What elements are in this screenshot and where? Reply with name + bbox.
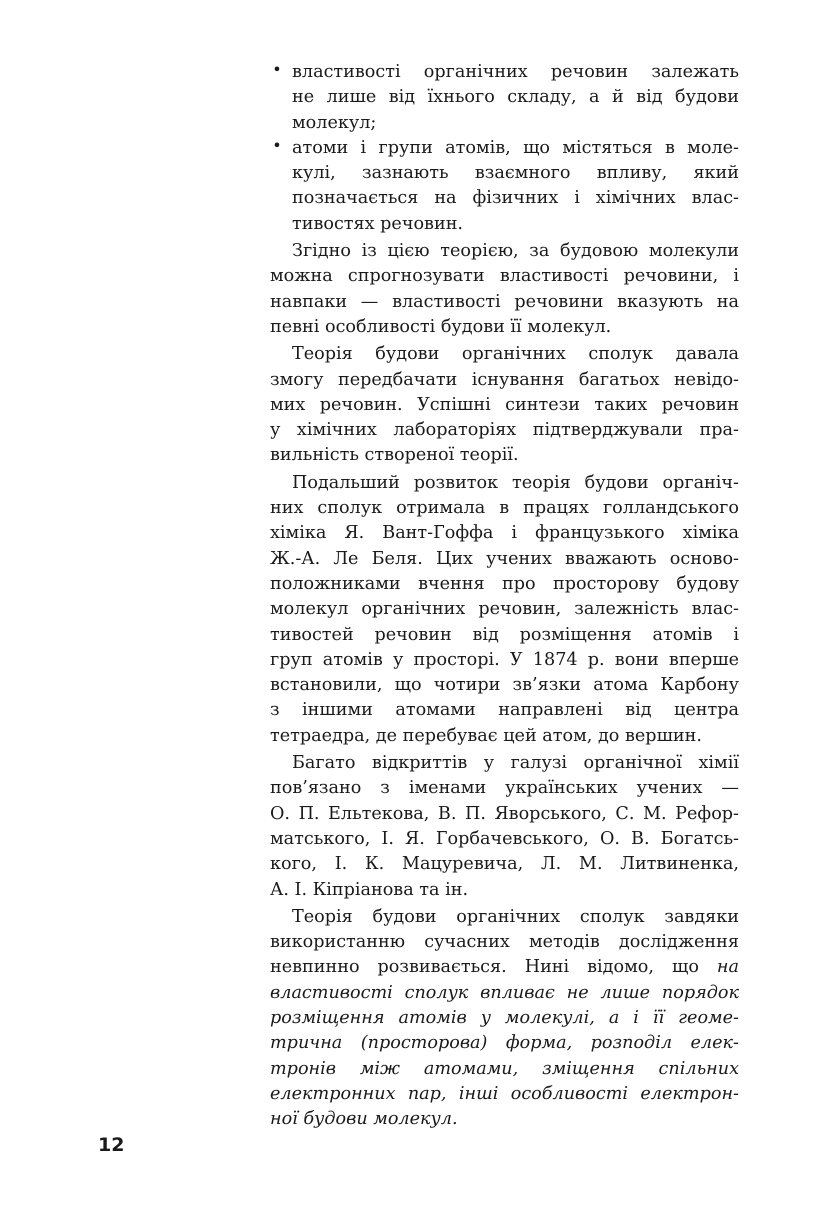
text-line: можна спрогнозувати властивості речовини, і	[270, 266, 739, 287]
paragraph	[270, 239, 739, 340]
page-body	[270, 60, 739, 1132]
text-line: Подальший розвиток теорія будови органіч-	[292, 472, 739, 493]
italic-line: електронних пар, інші особливості електрон-	[270, 1083, 739, 1104]
bullet-mark: •	[272, 135, 282, 155]
italic-segment: на	[716, 957, 739, 978]
text-line: кулі, зазнають взаємного впливу, який	[292, 163, 739, 184]
italic-line: тронів між атомами, зміщення спільних	[270, 1058, 739, 1079]
text-line: Теорія будови органічних сполук завдяки	[292, 906, 739, 927]
text-line: властивості органічних речовин залежать	[292, 62, 739, 82]
text-line: змогу передбачати існування багатьох невідо-	[270, 369, 739, 390]
italic-line: трична (просторова) форма, розподіл елек-	[270, 1033, 739, 1054]
text-line: молекул;	[292, 112, 377, 133]
text-line: груп атомів у просторі. У 1874 р. вони вперше	[270, 649, 739, 670]
paragraph	[270, 471, 739, 749]
text-line: Теорія будови органічних сполук давала	[292, 344, 739, 365]
text-line: Ж.-А. Ле Беля. Цих учених вважають осново-	[270, 548, 739, 569]
text-segment: невпинно розвивається. Нині відомо, що	[270, 957, 717, 978]
bullet-list-item	[270, 60, 739, 136]
text-line: пов’язано з іменами українських учених —	[270, 778, 739, 799]
bullet-mark: •	[272, 60, 282, 79]
text-line: використанню сучасних методів дослідження	[270, 932, 739, 953]
text-line: тивостей речовин від розміщення атомів і	[270, 624, 739, 645]
text-line: атоми і групи атомів, що містяться в моле-	[292, 137, 739, 158]
italic-line: розміщення атомів у молекулі, а і її геоме-	[270, 1007, 739, 1028]
text-line: положниками вчення про просторову будову	[270, 573, 739, 594]
paragraph	[270, 905, 739, 1133]
text-line: Багато відкриттів у галузі органічної хімії	[292, 753, 739, 774]
text-line: тивостях речовин.	[292, 213, 464, 234]
text-line: Згідно із цією теорією, за будовою молекули	[292, 241, 739, 262]
bullet-list-item	[270, 136, 739, 237]
text-line: у хімічних лабораторіях підтверджували пра-	[270, 420, 739, 441]
text-line	[270, 955, 739, 980]
text-line: молекул органічних речовин, залежність влас-	[270, 599, 739, 620]
text-line: тетраедра, де перебуває цей атом, до вершин.	[270, 725, 702, 746]
text-line: навпаки — властивості речовини вказують на	[270, 291, 739, 312]
paragraph	[270, 751, 739, 903]
text-line: кого, І. К. Мацуревича, Л. М. Литвиненка,	[270, 854, 739, 875]
text-line: А. І. Кіпріанова та ін.	[270, 879, 469, 900]
text-line: них сполук отримала в працях голландського	[270, 498, 739, 519]
paragraph	[270, 342, 739, 468]
italic-line: властивості сполук впливає не лише порядок	[270, 982, 739, 1003]
text-line: позначається на фізичних і хімічних влас-	[292, 188, 739, 209]
text-line: встановили, що чотири зв’язки атома Карбону	[270, 675, 739, 696]
text-line: матського, І. Я. Горбачевського, О. В. Богатсь-	[270, 828, 739, 849]
page-number: 12	[98, 1134, 125, 1156]
text-line: хіміка Я. Вант-Гоффа і французького хіміка	[270, 523, 739, 544]
text-line: не лише від їхнього складу, а й від будови	[292, 87, 739, 108]
text-line: О. П. Ельтекова, В. П. Яворського, С. М. Рефор-	[270, 803, 739, 824]
text-line: з іншими атомами направлені від центра	[270, 700, 739, 721]
text-line: мих речовин. Успішні синтези таких речовин	[270, 394, 739, 415]
text-line: вильність створеної теорії.	[270, 445, 519, 466]
italic-line: ної будови молекул.	[270, 1109, 458, 1130]
text-line: певні особливості будови її молекул.	[270, 316, 612, 337]
